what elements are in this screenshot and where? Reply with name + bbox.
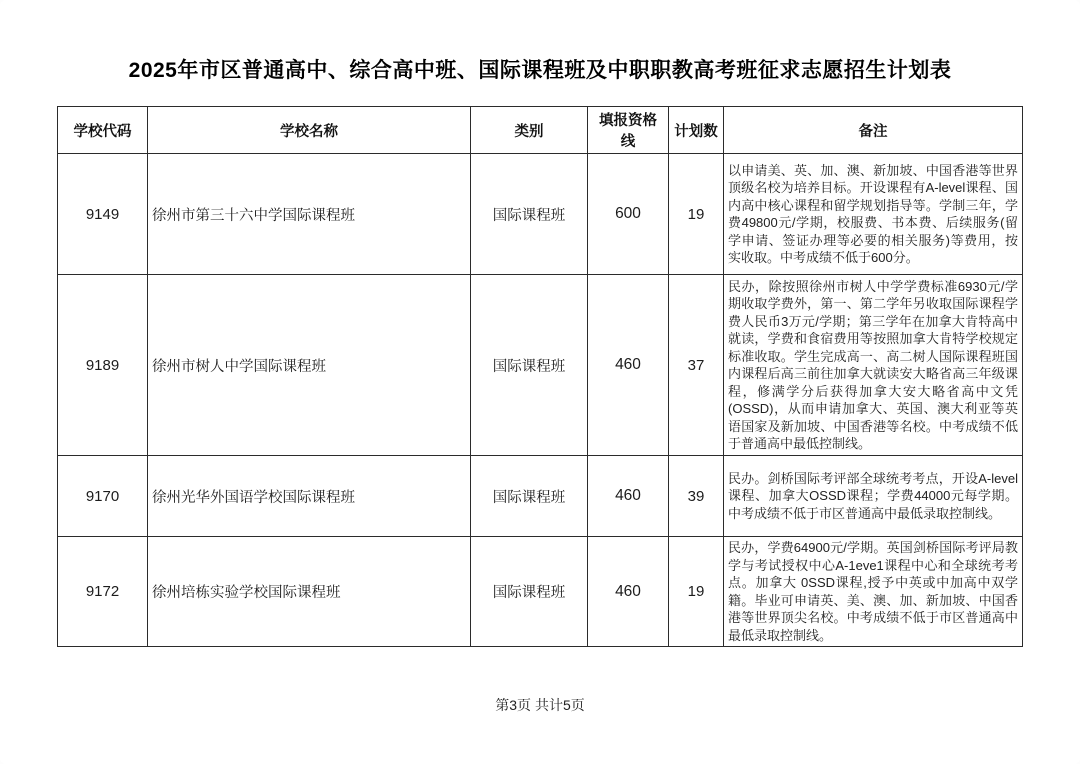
- cell-category: 国际课程班: [471, 456, 588, 537]
- col-header-school-code: 学校代码: [58, 107, 148, 154]
- cell-remark: 民办，学费64900元/学期。英国剑桥国际考评局教学与考试授权中心A-1eve1课程中心和全球统考考点。加拿大 0SSD课程,授予中英或中加高中双学籍。毕业可申请英、美、澳、加、新加坡、中国香港等世界顶尖名校。中考成绩不低于市区普通高中最低录取控制线。: [724, 537, 1023, 647]
- cell-school-code: 9170: [58, 456, 148, 537]
- table-row: [58, 537, 1023, 647]
- cell-eligibility-line: 460: [588, 456, 669, 537]
- cell-school-name: 徐州市树人中学国际课程班: [148, 275, 471, 456]
- cell-school-code: 9149: [58, 154, 148, 275]
- cell-eligibility-line: 600: [588, 154, 669, 275]
- cell-eligibility-line: 460: [588, 275, 669, 456]
- col-header-plan-count: 计划数: [669, 107, 724, 154]
- cell-category: 国际课程班: [471, 537, 588, 647]
- cell-plan-count: 19: [669, 537, 724, 647]
- col-header-school-name: 学校名称: [148, 107, 471, 154]
- cell-remark: 民办。剑桥国际考评部全球统考考点，开设A-level课程、加拿大OSSD课程；学费44000元每学期。中考成绩不低于市区普通高中最低录取控制线。: [724, 456, 1023, 537]
- table-row: [58, 456, 1023, 537]
- cell-plan-count: 39: [669, 456, 724, 537]
- cell-remark: 民办，除按照徐州市树人中学学费标准6930元/学期收取学费外，第一、第二学年另收取国际课程学费人民币3万元/学期；第三学年在加拿大肯特高中就读，学费和食宿费用等按照加拿大肯特学校规定标准收取。学生完成高一、高二树人国际课程班国内课程后高三前往加拿大就读安大略省高三年级课程，修满学分后获得加拿大安大略省高中文凭(OSSD)，从而申请加拿大、英国、澳大利亚等英语国家及新加坡、中国香港等名校。中考成绩不低于普通高中最低控制线。: [724, 275, 1023, 456]
- table-row: [58, 275, 1023, 456]
- cell-school-name: 徐州培栋实验学校国际课程班: [148, 537, 471, 647]
- cell-remark: 以申请美、英、加、澳、新加坡、中国香港等世界顶级名校为培养目标。开设课程有A-level课程、国内高中核心课程和留学规划指导等。学制三年，学费49800元/学期，校服费、书本费、后续服务(留学申请、签证办理等必要的相关服务)等费用，按实收取。中考成绩不低于600分。: [724, 154, 1023, 275]
- admission-plan-table: [57, 106, 1023, 647]
- table-header-row: [58, 107, 1023, 154]
- col-header-eligibility-line: 填报资格线: [588, 107, 669, 154]
- cell-category: 国际课程班: [471, 275, 588, 456]
- page-title: 2025年市区普通高中、综合高中班、国际课程班及中职职教高考班征求志愿招生计划表: [128, 59, 952, 82]
- col-header-remark: 备注: [724, 107, 1023, 154]
- cell-school-name: 徐州光华外国语学校国际课程班: [148, 456, 471, 537]
- cell-school-code: 9189: [58, 275, 148, 456]
- table-row: [58, 154, 1023, 275]
- page-footer: 第3页 共计5页: [495, 697, 585, 713]
- cell-school-name: 徐州市第三十六中学国际课程班: [148, 154, 471, 275]
- cell-plan-count: 19: [669, 154, 724, 275]
- cell-plan-count: 37: [669, 275, 724, 456]
- cell-school-code: 9172: [58, 537, 148, 647]
- cell-eligibility-line: 460: [588, 537, 669, 647]
- cell-category: 国际课程班: [471, 154, 588, 275]
- col-header-category: 类别: [471, 107, 588, 154]
